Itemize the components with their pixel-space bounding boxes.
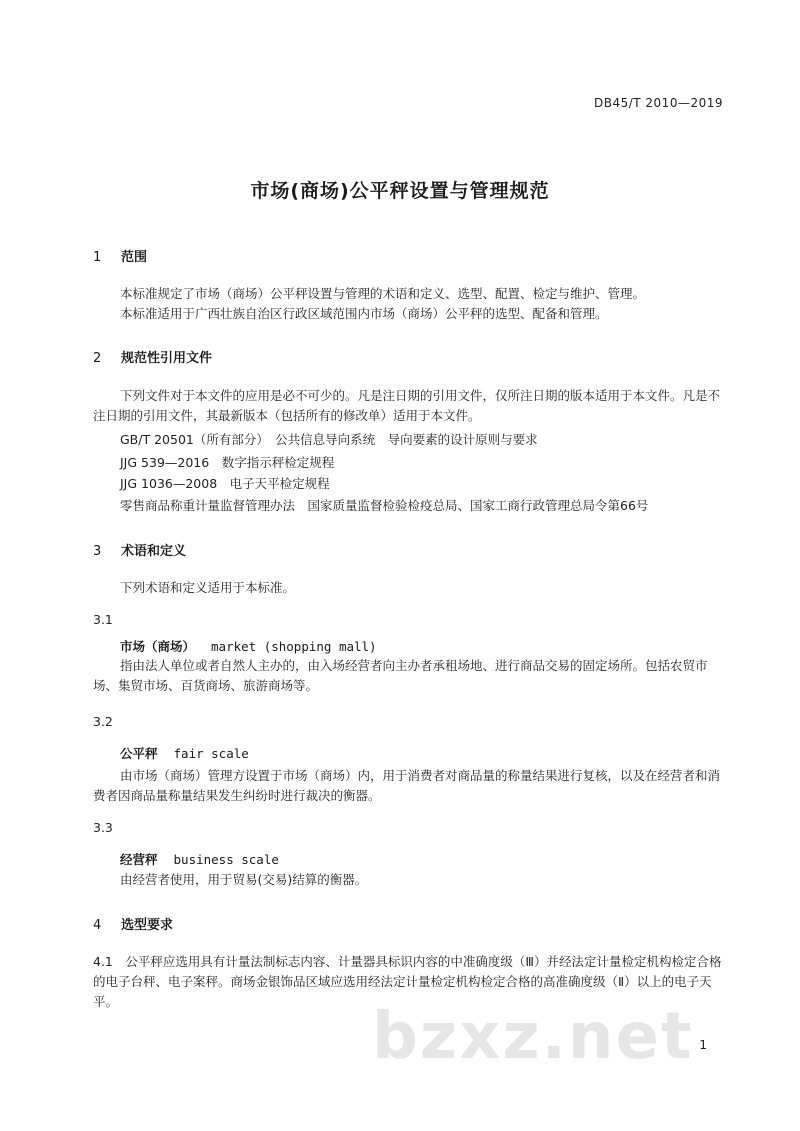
- term-english: fair scale: [173, 746, 249, 761]
- section-heading-3: [93, 540, 186, 559]
- section-heading-4: [93, 914, 173, 933]
- term-heading: [120, 744, 249, 762]
- scope-paragraph-2: 本标准适用于广西壮族自治区行政区域范围内市场（商场）公平秤的选型、配备和管理。: [120, 306, 608, 321]
- section-heading-1: [93, 246, 147, 265]
- term-heading: [120, 637, 377, 655]
- selection-clause-4-1: 4.1 公平秤应选用具有计量法制标志内容、计量器具标识内容的中准确度级（Ⅲ）并经法定计量检定机构检定合格的电子台秤、电子案秤。商场金银饰品区域应选用经法定计量检定机构检定合格的高准确度级（Ⅱ）以上的电子天平。: [93, 954, 722, 1009]
- terms-intro: 下列术语和定义适用于本标准。: [120, 580, 296, 595]
- term-number: 3.2: [93, 714, 113, 729]
- reference-item: JJG 539—2016 数字指示秤检定规程: [120, 455, 335, 470]
- term-number: 3.3: [93, 820, 113, 835]
- section-title: 术语和定义: [121, 544, 187, 559]
- term-definition: 指由法人单位或者自然人主办的，由入场经营者向主办者承租场地、进行商品交易的固定场所。包括农贸市场、集贸市场、百货商场、旅游商场等。: [93, 658, 708, 693]
- standard-code: DB45/T 2010—2019: [593, 96, 723, 110]
- page-number: 1: [699, 1038, 707, 1052]
- term-english: market (shopping mall): [211, 639, 377, 654]
- document-title: 市场(商场)公平秤设置与管理规范: [250, 180, 550, 202]
- section-number: 4: [93, 918, 102, 933]
- section-heading-2: [93, 347, 212, 366]
- scope-paragraph-1: 本标准规定了市场（商场）公平秤设置与管理的术语和定义、选型、配置、检定与维护、管理。: [120, 286, 646, 301]
- term-chinese: 经营秤: [120, 852, 158, 867]
- references-intro: 下列文件对于本文件的应用是必不可少的。凡是注日期的引用文件，仅所注日期的版本适用于本文件。凡是不注日期的引用文件，其最新版本（包括所有的修改单）适用于本文件。: [93, 388, 721, 423]
- term-number: 3.1: [93, 612, 113, 627]
- term-chinese: 市场（商场）: [120, 639, 196, 654]
- term-definition: 由市场（商场）管理方设置于市场（商场）内，用于消费者对商品量的称量结果进行复核，以及在经营者和消费者因商品量称量结果发生纠纷时进行裁决的衡器。: [93, 768, 721, 803]
- section-title: 范围: [121, 250, 148, 265]
- section-number: 2: [93, 351, 102, 366]
- section-number: 1: [93, 250, 102, 265]
- reference-item: GB/T 20501（所有部分） 公共信息导向系统 导向要素的设计原则与要求: [120, 432, 538, 447]
- section-title: 规范性引用文件: [121, 351, 213, 366]
- section-title: 选型要求: [121, 918, 174, 933]
- section-number: 3: [93, 544, 102, 559]
- term-english: business scale: [173, 852, 279, 867]
- term-chinese: 公平秤: [120, 746, 158, 761]
- reference-item: 零售商品称重计量监督管理办法 国家质量监督检验检疫总局、国家工商行政管理总局令第66号: [120, 498, 649, 513]
- term-definition: 由经营者使用，用于贸易(交易)结算的衡器。: [120, 872, 368, 887]
- reference-item: JJG 1036—2008 电子天平检定规程: [120, 476, 330, 491]
- term-heading: [120, 850, 279, 868]
- watermark: bzxz.net: [372, 1000, 694, 1074]
